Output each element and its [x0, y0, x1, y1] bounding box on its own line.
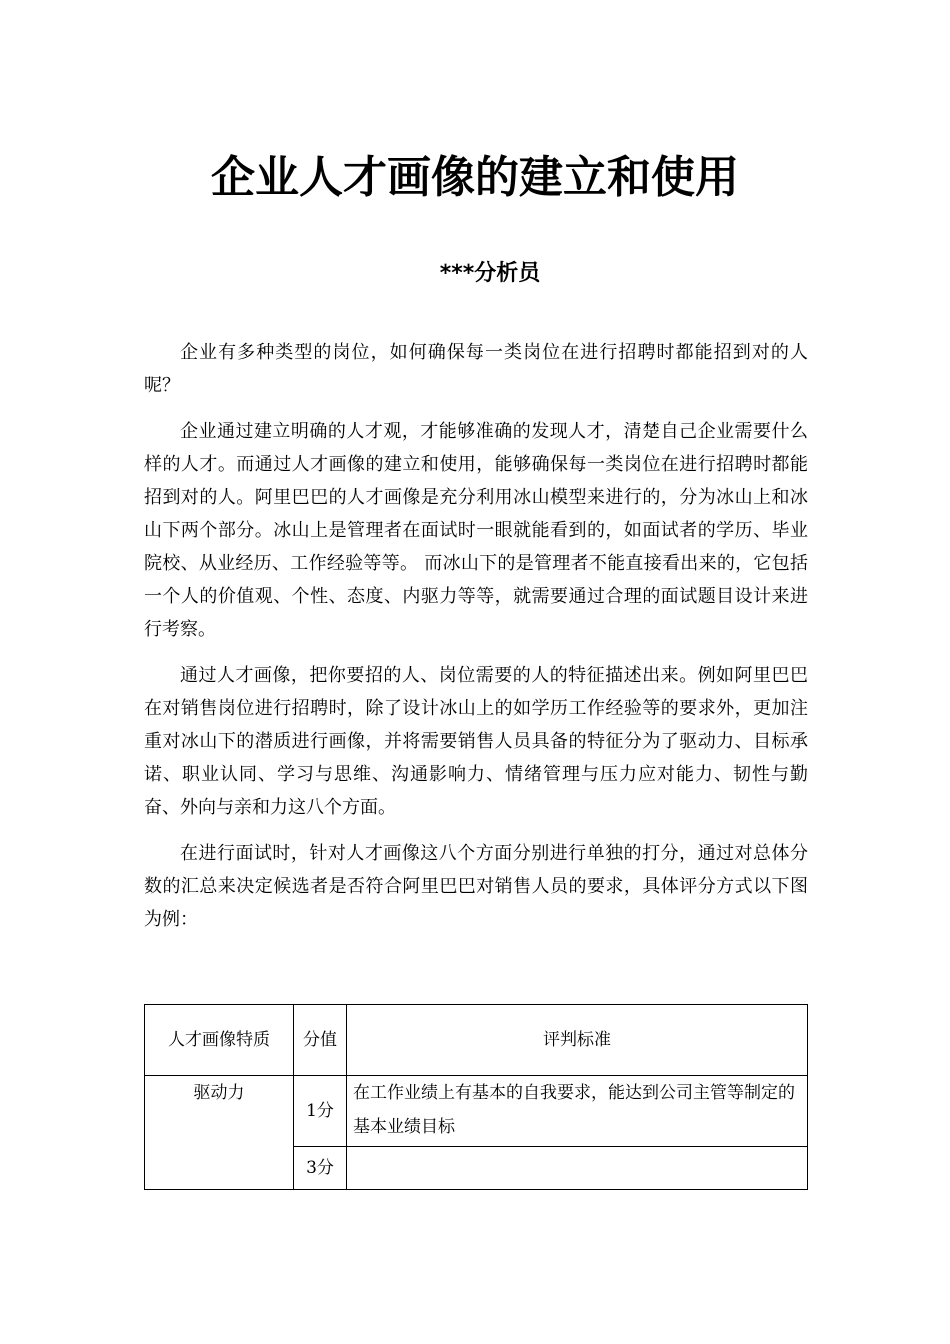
header-criteria: 评判标准	[347, 1005, 808, 1076]
header-trait: 人才画像特质	[145, 1005, 294, 1076]
cell-score: 1分	[294, 1076, 347, 1147]
document-title: 企业人才画像的建立和使用	[211, 152, 739, 203]
cell-criteria	[347, 1147, 808, 1190]
paragraph: 在进行面试时，针对人才画像这八个方面分别进行单独的打分，通过对总体分数的汇总来决定候选者是否符合阿里巴巴对销售人员的要求，具体评分方式以下图为例：	[144, 843, 808, 930]
paragraph: 企业通过建立明确的人才观，才能够准确的发现人才，清楚自己企业需要什么样的人才。而通过人才画像的建立和使用，能够确保每一类岗位在进行招聘时都能招到对的人。阿里巴巴的人才画像是充分利用冰山模型来进行的，分为冰山上和冰山下两个部分。冰山上是管理者在面试时一眼就能看到的，如面试者的学历、毕业院校、从业经历、工作经验等等。 而冰山下的是管理者不能直接看出来的，它包括一个人的价值观、个性、态度、内驱力等等，就需要通过合理的面试题目设计来进行考察。	[144, 421, 808, 640]
table-header-row	[145, 1005, 808, 1076]
cell-score: 3分	[294, 1147, 347, 1190]
paragraph: 通过人才画像，把你要招的人、岗位需要的人的特征描述出来。例如阿里巴巴在对销售岗位进行招聘时，除了设计冰山上的如学历工作经验等的要求外，更加注重对冰山下的潜质进行画像，并将需要销售人员具备的特征分为了驱动力、目标承诺、职业认同、学习与思维、沟通影响力、情绪管理与压力应对能力、韧性与勤奋、外向与亲和力这八个方面。	[144, 665, 808, 818]
paragraph: 企业有多种类型的岗位，如何确保每一类岗位在进行招聘时都能招到对的人呢？	[144, 342, 808, 396]
header-score: 分值	[294, 1005, 347, 1076]
scoring-table	[144, 1004, 808, 1190]
cell-trait: 驱动力	[145, 1076, 294, 1190]
document-body	[144, 336, 808, 949]
cell-criteria: 在工作业绩上有基本的自我要求，能达到公司主管等制定的基本业绩目标	[347, 1076, 808, 1147]
table-row	[145, 1076, 808, 1147]
author-line: ***分析员	[439, 261, 541, 286]
